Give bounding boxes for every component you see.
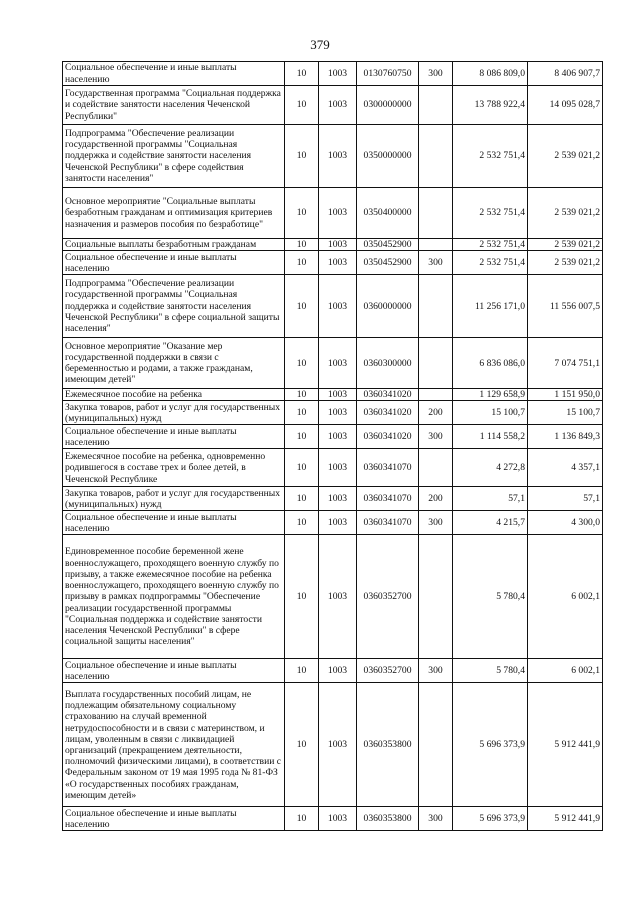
amount-second-year: 6 002,1 xyxy=(528,535,603,659)
table-row xyxy=(63,125,603,188)
subsection-code: 1003 xyxy=(319,683,357,807)
expense-type-code: 300 xyxy=(419,425,453,449)
section-code: 10 xyxy=(285,511,319,535)
amount-first-year: 5 696 373,9 xyxy=(453,683,528,807)
row-name: Подпрограмма "Обеспечение реализации государственной программы "Социальная поддержка и содействие занятости населения Чеченской Республики" в сфере социальной защиты населения" xyxy=(63,275,285,338)
subsection-code: 1003 xyxy=(319,659,357,683)
section-code: 10 xyxy=(285,389,319,401)
row-name: Подпрограмма "Обеспечение реализации государственной программы "Социальная поддержка и содействие занятости населения Чеченской Республики" в сфере содействия занятости населения" xyxy=(63,125,285,188)
expense-type-code: 300 xyxy=(419,511,453,535)
section-code: 10 xyxy=(285,125,319,188)
row-name: Социальное обеспечение и иные выплаты населению xyxy=(63,511,285,535)
section-code: 10 xyxy=(285,425,319,449)
subsection-code: 1003 xyxy=(319,125,357,188)
section-code: 10 xyxy=(285,401,319,425)
target-article-code: 0360353800 xyxy=(357,807,419,831)
target-article-code: 0300000000 xyxy=(357,86,419,125)
target-article-code: 0350452900 xyxy=(357,251,419,275)
section-code: 10 xyxy=(285,275,319,338)
amount-second-year: 15 100,7 xyxy=(528,401,603,425)
amount-first-year: 2 532 751,4 xyxy=(453,251,528,275)
subsection-code: 1003 xyxy=(319,487,357,511)
expense-type-code xyxy=(419,86,453,125)
section-code: 10 xyxy=(285,683,319,807)
amount-first-year: 13 788 922,4 xyxy=(453,86,528,125)
table-row xyxy=(63,188,603,239)
row-name: Социальное обеспечение и иные выплаты населению xyxy=(63,251,285,275)
amount-second-year: 6 002,1 xyxy=(528,659,603,683)
amount-second-year: 2 539 021,2 xyxy=(528,239,603,251)
target-article-code: 0350000000 xyxy=(357,125,419,188)
expense-type-code xyxy=(419,275,453,338)
subsection-code: 1003 xyxy=(319,62,357,86)
amount-first-year: 8 086 809,0 xyxy=(453,62,528,86)
table-row xyxy=(63,401,603,425)
amount-first-year: 5 780,4 xyxy=(453,535,528,659)
subsection-code: 1003 xyxy=(319,425,357,449)
section-code: 10 xyxy=(285,188,319,239)
subsection-code: 1003 xyxy=(319,188,357,239)
row-name: Основное мероприятие "Оказание мер государственной поддержки в связи с беременностью и родами, а также гражданам, имеющим детей" xyxy=(63,338,285,389)
target-article-code: 0360000000 xyxy=(357,275,419,338)
subsection-code: 1003 xyxy=(319,338,357,389)
table-row xyxy=(63,62,603,86)
row-name: Закупка товаров, работ и услуг для государственных (муниципальных) нужд xyxy=(63,487,285,511)
amount-first-year: 4 215,7 xyxy=(453,511,528,535)
amount-first-year: 5 696 373,9 xyxy=(453,807,528,831)
table-row xyxy=(63,239,603,251)
amount-first-year: 57,1 xyxy=(453,487,528,511)
expense-type-code: 300 xyxy=(419,251,453,275)
table-row xyxy=(63,487,603,511)
section-code: 10 xyxy=(285,251,319,275)
table-row xyxy=(63,659,603,683)
expense-type-code xyxy=(419,449,453,487)
subsection-code: 1003 xyxy=(319,535,357,659)
expense-type-code xyxy=(419,188,453,239)
expense-type-code xyxy=(419,389,453,401)
amount-second-year: 1 151 950,0 xyxy=(528,389,603,401)
subsection-code: 1003 xyxy=(319,449,357,487)
target-article-code: 0350452900 xyxy=(357,239,419,251)
table-row xyxy=(63,425,603,449)
subsection-code: 1003 xyxy=(319,807,357,831)
expense-type-code: 300 xyxy=(419,62,453,86)
amount-second-year: 1 136 849,3 xyxy=(528,425,603,449)
amount-second-year: 14 095 028,7 xyxy=(528,86,603,125)
expense-type-code xyxy=(419,683,453,807)
row-name: Выплата государственных пособий лицам, не подлежащим обязательному социальному страхованию на случай временной нетрудоспособности и в связи с материнством, и лицам, уволенным в связи с ликвидацией организаций (прекращением деятельности, полномочий физическими лицами), в соответствии с Федеральным законом от 19 мая 1995 года № 81-ФЗ «О государственных пособиях гражданам, имеющим детей» xyxy=(63,683,285,807)
amount-first-year: 2 532 751,4 xyxy=(453,188,528,239)
budget-table-body xyxy=(63,62,603,831)
expense-type-code: 200 xyxy=(419,401,453,425)
page-number: 379 xyxy=(310,37,330,52)
amount-first-year: 2 532 751,4 xyxy=(453,125,528,188)
expense-type-code: 300 xyxy=(419,807,453,831)
target-article-code: 0360341020 xyxy=(357,401,419,425)
table-row xyxy=(63,338,603,389)
section-code: 10 xyxy=(285,535,319,659)
row-name: Социальное обеспечение и иные выплаты населению xyxy=(63,659,285,683)
section-code: 10 xyxy=(285,239,319,251)
expense-type-code xyxy=(419,239,453,251)
target-article-code: 0360300000 xyxy=(357,338,419,389)
row-name: Единовременное пособие беременной жене военнослужащего, проходящего военную службу по призыву, а также ежемесячное пособие на ребенка военнослужащего, проходящего военную службу по призыву в рамках подпрограммы "Обеспечение реализации государственной программы "Социальная поддержка и содействие занятости населения Чеченской Республики" в сфере социальной защиты населения" xyxy=(63,535,285,659)
amount-second-year: 2 539 021,2 xyxy=(528,251,603,275)
amount-first-year: 5 780,4 xyxy=(453,659,528,683)
target-article-code: 0360341070 xyxy=(357,449,419,487)
table-row xyxy=(63,807,603,831)
table-row xyxy=(63,275,603,338)
budget-table xyxy=(62,61,603,831)
target-article-code: 0360352700 xyxy=(357,659,419,683)
section-code: 10 xyxy=(285,86,319,125)
amount-first-year: 1 129 658,9 xyxy=(453,389,528,401)
row-name: Государственная программа "Социальная поддержка и содействие занятости населения Чеченской Республики" xyxy=(63,86,285,125)
section-code: 10 xyxy=(285,659,319,683)
row-name: Социальное обеспечение и иные выплаты населению xyxy=(63,425,285,449)
section-code: 10 xyxy=(285,338,319,389)
subsection-code: 1003 xyxy=(319,401,357,425)
amount-first-year: 15 100,7 xyxy=(453,401,528,425)
amount-second-year: 4 300,0 xyxy=(528,511,603,535)
subsection-code: 1003 xyxy=(319,389,357,401)
row-name: Социальное обеспечение и иные выплаты населению xyxy=(63,62,285,86)
subsection-code: 1003 xyxy=(319,511,357,535)
table-row xyxy=(63,683,603,807)
target-article-code: 0350400000 xyxy=(357,188,419,239)
row-name: Социальные выплаты безработным гражданам xyxy=(63,239,285,251)
amount-first-year: 2 532 751,4 xyxy=(453,239,528,251)
amount-first-year: 11 256 171,0 xyxy=(453,275,528,338)
amount-second-year: 5 912 441,9 xyxy=(528,807,603,831)
amount-first-year: 6 836 086,0 xyxy=(453,338,528,389)
section-code: 10 xyxy=(285,62,319,86)
table-row xyxy=(63,389,603,401)
target-article-code: 0360341020 xyxy=(357,389,419,401)
subsection-code: 1003 xyxy=(319,239,357,251)
row-name: Ежемесячное пособие на ребенка, одновременно родившегося в составе трех и более детей, в Чеченской Республике xyxy=(63,449,285,487)
expense-type-code xyxy=(419,535,453,659)
table-row xyxy=(63,511,603,535)
section-code: 10 xyxy=(285,449,319,487)
amount-second-year: 8 406 907,7 xyxy=(528,62,603,86)
row-name: Основное мероприятие "Социальные выплаты безработным гражданам и оптимизация критериев назначения и размеров пособия по безработице" xyxy=(63,188,285,239)
table-row xyxy=(63,251,603,275)
amount-second-year: 4 357,1 xyxy=(528,449,603,487)
expense-type-code xyxy=(419,125,453,188)
amount-second-year: 2 539 021,2 xyxy=(528,188,603,239)
expense-type-code: 200 xyxy=(419,487,453,511)
row-name: Социальное обеспечение и иные выплаты населению xyxy=(63,807,285,831)
subsection-code: 1003 xyxy=(319,275,357,338)
section-code: 10 xyxy=(285,807,319,831)
amount-second-year: 5 912 441,9 xyxy=(528,683,603,807)
section-code: 10 xyxy=(285,487,319,511)
table-row xyxy=(63,449,603,487)
table-row xyxy=(63,535,603,659)
amount-first-year: 4 272,8 xyxy=(453,449,528,487)
target-article-code: 0130760750 xyxy=(357,62,419,86)
table-row xyxy=(63,86,603,125)
amount-second-year: 7 074 751,1 xyxy=(528,338,603,389)
amount-second-year: 2 539 021,2 xyxy=(528,125,603,188)
subsection-code: 1003 xyxy=(319,86,357,125)
amount-second-year: 57,1 xyxy=(528,487,603,511)
amount-second-year: 11 556 007,5 xyxy=(528,275,603,338)
subsection-code: 1003 xyxy=(319,251,357,275)
target-article-code: 0360353800 xyxy=(357,683,419,807)
expense-type-code xyxy=(419,338,453,389)
target-article-code: 0360341070 xyxy=(357,487,419,511)
target-article-code: 0360352700 xyxy=(357,535,419,659)
target-article-code: 0360341070 xyxy=(357,511,419,535)
target-article-code: 0360341020 xyxy=(357,425,419,449)
row-name: Закупка товаров, работ и услуг для государственных (муниципальных) нужд xyxy=(63,401,285,425)
row-name: Ежемесячное пособие на ребенка xyxy=(63,389,285,401)
amount-first-year: 1 114 558,2 xyxy=(453,425,528,449)
expense-type-code: 300 xyxy=(419,659,453,683)
